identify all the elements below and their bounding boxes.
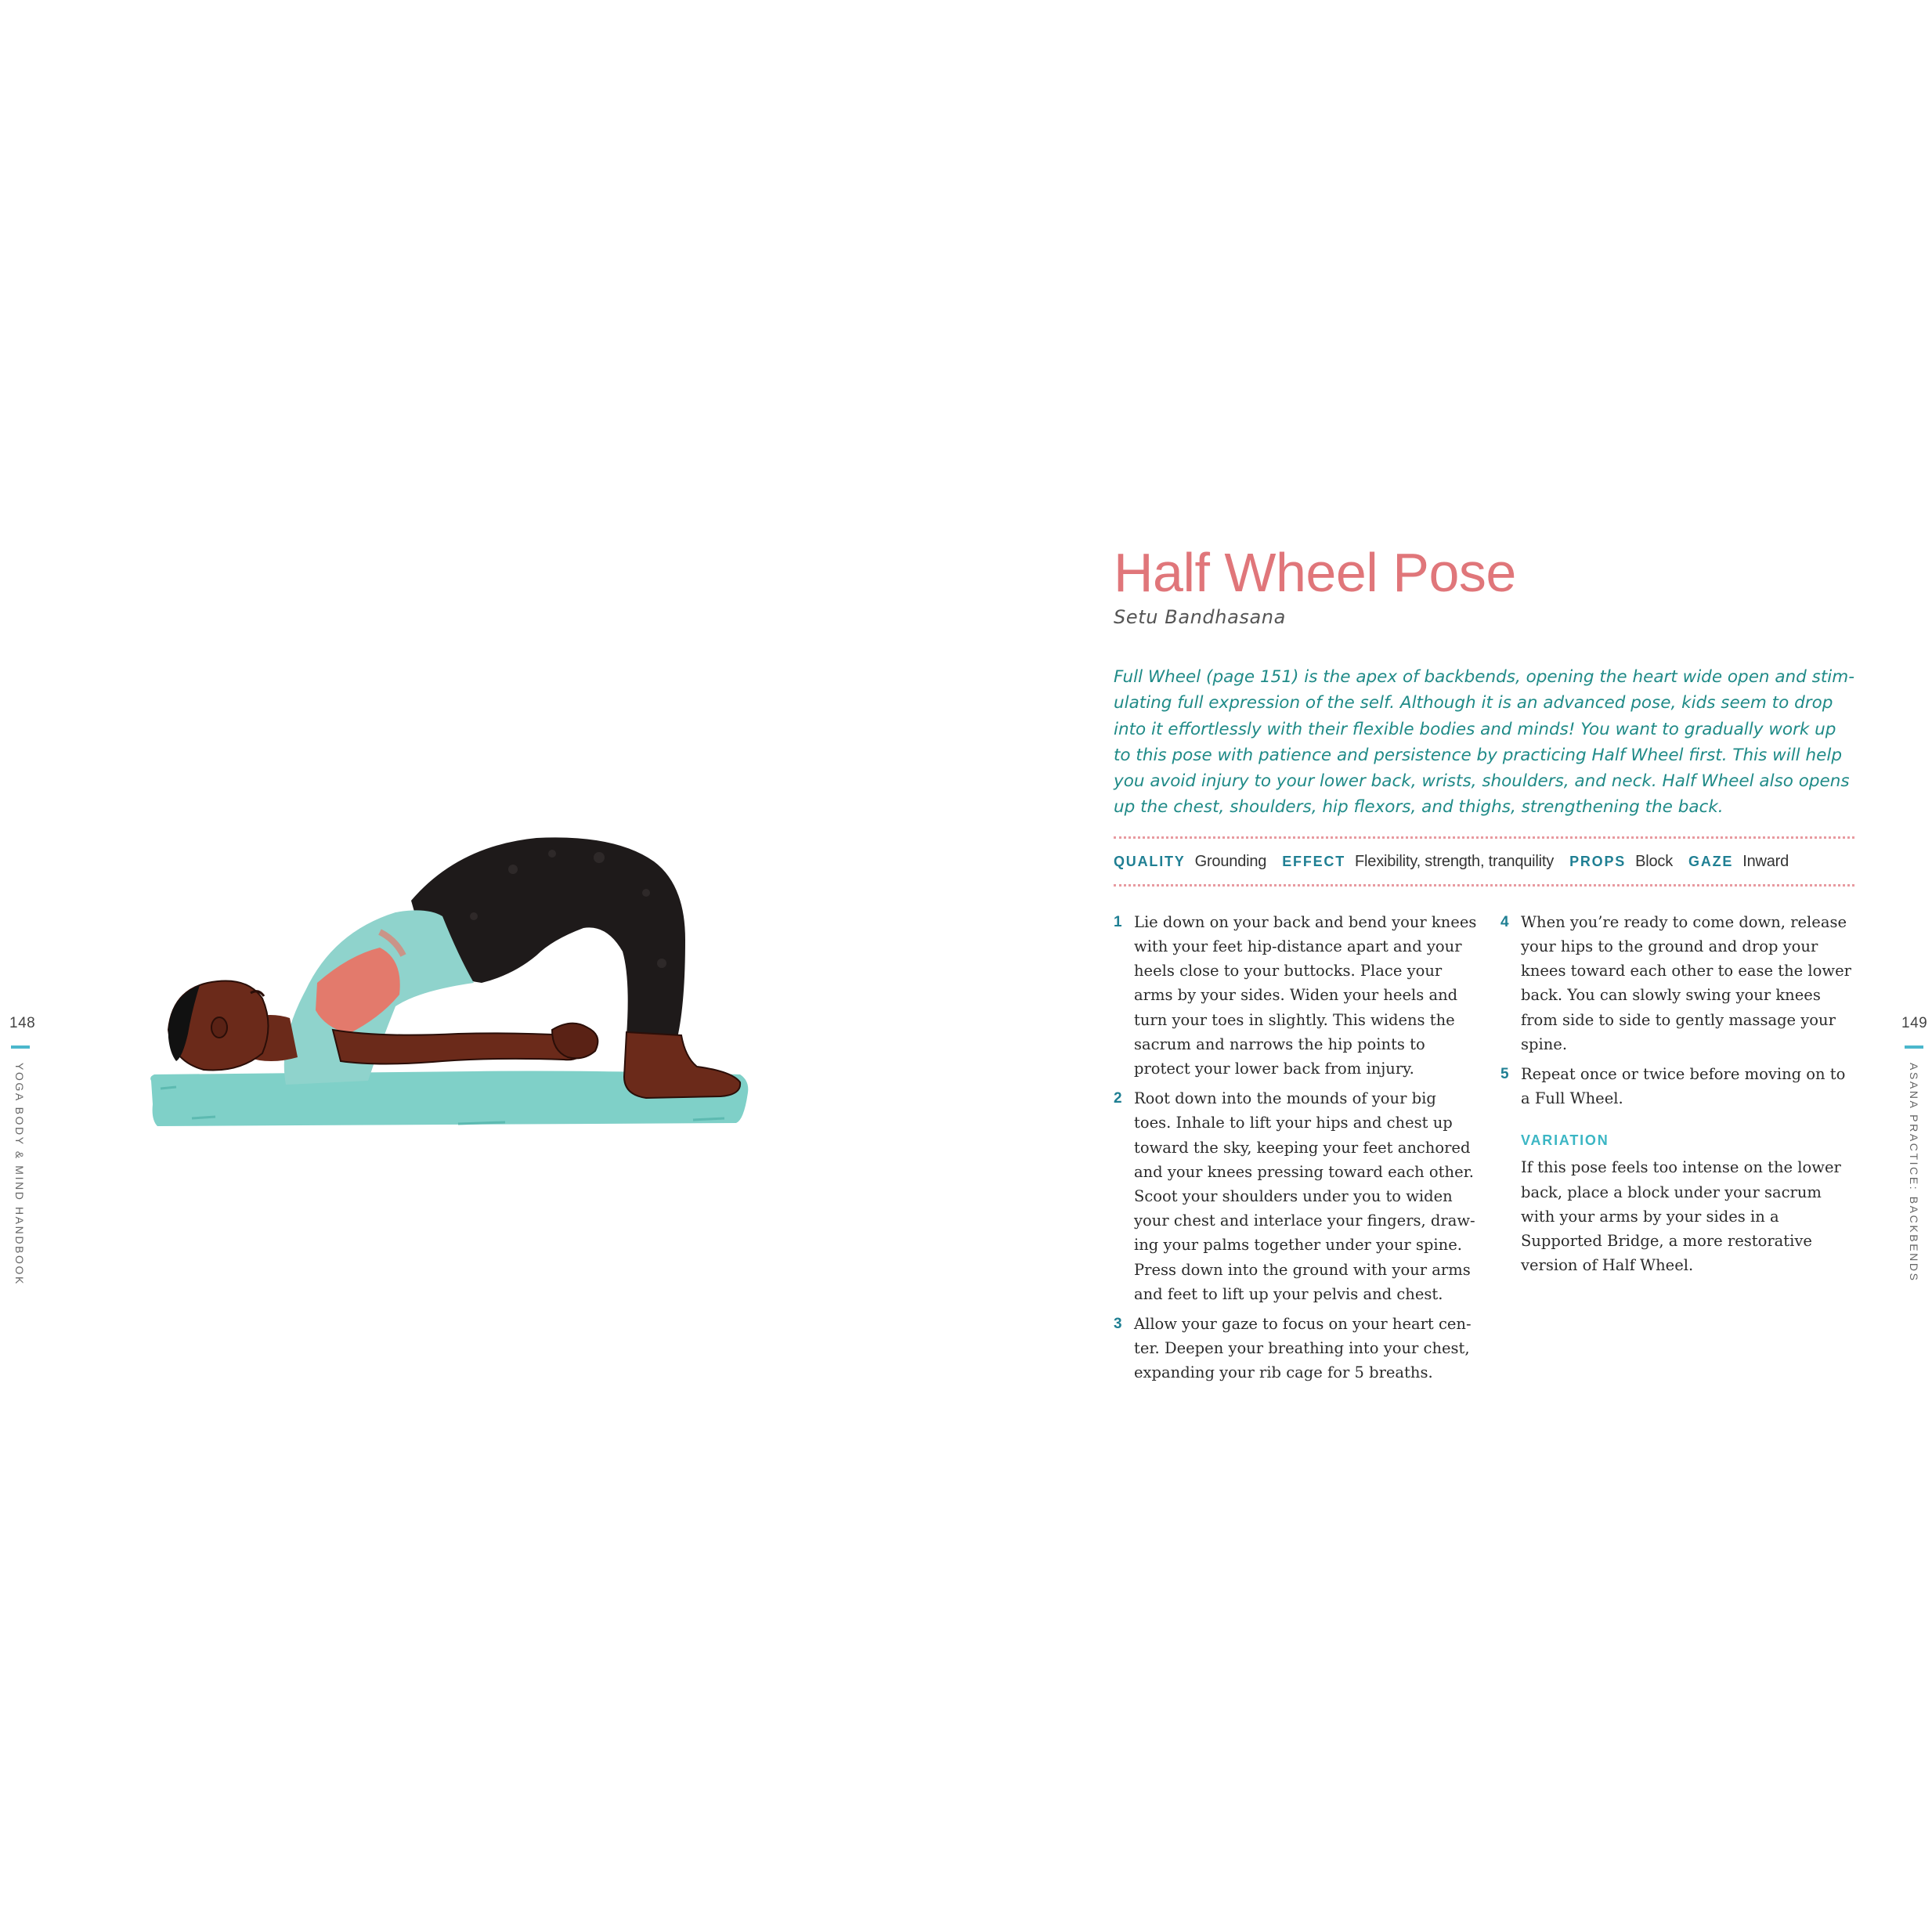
- meta-effect-label: EFFECT: [1282, 853, 1346, 869]
- instruction-columns: [1114, 910, 1854, 1391]
- meta-quality-label: QUALITY: [1114, 853, 1186, 869]
- pose-sanskrit-name: Setu Bandhasana: [1114, 606, 1286, 628]
- meta-rule-bottom: [1114, 884, 1854, 887]
- folio-rule-right: [1905, 1045, 1923, 1049]
- step-text: Allow your gaze to focus on your heart cen-ter. Deepen your breathing into your chest, expanding your rib cage for 5 breaths.: [1134, 1315, 1472, 1382]
- step-item: [1114, 910, 1477, 1081]
- step-item: [1500, 1062, 1854, 1110]
- arm: [333, 1030, 584, 1064]
- running-head-right: ASANA PRACTICE: BACKBENDS: [1908, 1063, 1920, 1283]
- step-text: When you’re ready to come down, release your hips to the ground and drop your knees toward each other to ease the lower back. You can slowly swing your knees from side to side to gently massage your spine.: [1521, 912, 1851, 1053]
- step-item: [1114, 1086, 1477, 1306]
- page-number-left: 148: [9, 1015, 36, 1031]
- variation-label: VARIATION: [1521, 1132, 1609, 1149]
- step-text: Root down into the mounds of your big toes. Inhale to lift your hips and chest up toward the sky, keeping your feet anchored and your knees pressing toward each other. Scoot your shoulders under you to widen your chest and interlace your fingers, draw-ing your palms together under your spine. Press down into the ground with your arms and feet to lift up your pelvis and chest.: [1134, 1089, 1475, 1303]
- instruction-column-right: [1500, 910, 1854, 1391]
- folio-rule-left: [11, 1045, 30, 1049]
- meta-props-label: PROPS: [1569, 853, 1627, 869]
- step-number: 5: [1500, 1066, 1509, 1082]
- variation-text: If this pose feels too intense on the lower back, place a block under your sacrum with your arms by your sides in a Supported Bridge, a more restorative version of Half Wheel.: [1521, 1158, 1841, 1275]
- bridge-pose-illustration: [145, 822, 756, 1136]
- meta-gaze-value: Inward: [1742, 852, 1789, 870]
- page-number-right: 149: [1901, 1015, 1928, 1031]
- meta-quality-value: Grounding: [1194, 852, 1267, 870]
- meta-gaze-label: GAZE: [1688, 853, 1734, 869]
- step-item: [1114, 1312, 1477, 1385]
- pose-intro: Full Wheel (page 151) is the apex of backbends, opening the heart wide open and stim-ulating full expression of the self. Although it is an advanced pose, kids seem to drop into it effortlessly with their flexible bodies and minds! You want to gradually work up to this pose with patience and persistence by practicing Half Wheel first. This will help you avoid injury to your lower back, wrists, shoulders, and neck. Half Wheel also opens up the chest, shoulders, hip flexors, and thighs, strengthening the back.: [1114, 667, 1854, 818]
- step-item: [1500, 910, 1854, 1056]
- step-text: Lie down on your back and bend your knees with your feet hip-distance apart and your heels close to your buttocks. Place your arms by your sides. Widen your heels and turn your toes in slightly. This widens the sacrum and narrows the hip points to protect your lower back from injury.: [1134, 912, 1477, 1078]
- step-number: 1: [1114, 913, 1122, 930]
- step-number: 3: [1114, 1316, 1122, 1333]
- running-head-left: YOGA BODY & MIND HANDBOOK: [13, 1063, 26, 1286]
- step-number: 2: [1114, 1090, 1122, 1107]
- pants: [411, 837, 685, 1038]
- pose-title: Half Wheel Pose: [1114, 542, 1516, 603]
- instruction-column-left: [1114, 910, 1477, 1391]
- meta-effect-value: Flexibility, strength, tranquility: [1355, 852, 1555, 870]
- front-foot: [624, 1032, 740, 1098]
- pose-text-block: [1114, 540, 1854, 1391]
- pose-meta-row: [1114, 839, 1854, 884]
- step-number: 4: [1500, 913, 1509, 930]
- step-text: Repeat once or twice before moving on to a Full Wheel.: [1521, 1065, 1846, 1108]
- meta-props-value: Block: [1635, 852, 1674, 870]
